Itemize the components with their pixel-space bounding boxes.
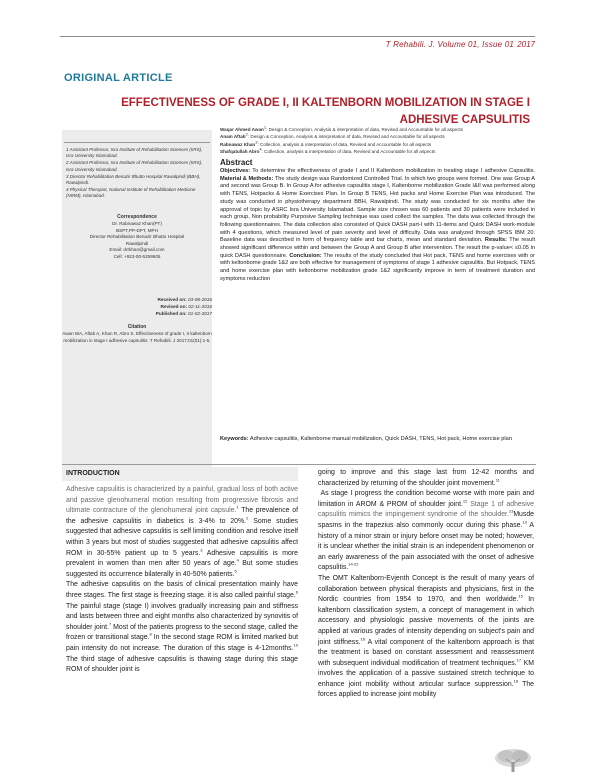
author-sup: 1	[263, 124, 267, 130]
date-block	[62, 296, 212, 317]
title-line-2: ADHESIVE CAPSULITIS	[399, 114, 530, 126]
article-title	[120, 95, 530, 129]
abstract-label: Objectives:	[220, 168, 251, 174]
author-role: : Design & Conception, Analysis & interpretation of data, Revised and Accountable for all aspects	[247, 134, 445, 140]
journal-header: T Rehabili. J. Volume 01, Issue 01	[385, 40, 514, 49]
intro-column-right	[318, 468, 534, 701]
author-role: : Collection, analysis & interpretation of data, Revised and Accountable for all aspects	[261, 149, 436, 155]
abstract-title: Abstract	[220, 158, 253, 167]
correspondence-block	[62, 221, 212, 261]
citation-text: Awan WA, Aftab A, Khan R, Abro S. Effectiveness of grade I, II kaltenborn mobilization in stage I adhesive capsulitis. T Rehabili. J 2017;01(01):1-5.	[62, 331, 212, 343]
date-row	[62, 296, 212, 303]
title-line-1: EFFECTIVENESS OF GRADE I, II KALTENBORN MOBILIZATION IN STAGE I	[121, 97, 530, 109]
correspondence-line: Dr. Rabnawaz Khan(PT)	[112, 221, 162, 226]
date-label: Revised on:	[160, 304, 188, 309]
affiliation-item: 2 Assistant Professor, Isra Institute of Rehabilitation Sciences (IIRS), Isra University Islamabad.	[66, 160, 203, 172]
intro-paragraph: The OMT Kaltenborn-Evjenth Concept is the result of many years of collaboration between physical therapists and physicians, first in the Nordic countries from 1954 to 1970, and then worldwide.$^{15}$ In kaltenborn classification system, a concept of management in which accessory and physiologic passive movements of the joints are applied at various grades of intensity depending on subject's pain and joint stiffness.$^{16}$ A vital component of the kaltenborn approach is that the treatment is based on constant assessment and reassessment with subsequent individual modification of treatment techniques.$^{17}$ KM involves the application of a passive sustained stretch technique to enhance joint mobility without articular surface suppression.$^{18}$ The forces applied to increase joint mobility	[318, 574, 534, 699]
abstract-body	[220, 168, 535, 284]
date-value: 03-08-2016	[188, 297, 212, 302]
author-role: : Collection, analysis & interpretation of data, Revised and Accountable for all aspects	[257, 141, 432, 147]
date-row	[62, 310, 212, 317]
keywords-text: Adhesive capsulitis, Kaltenborne manual mobilization, Quick DASH, TENS, Hot pack, Home exercise plan	[248, 436, 512, 442]
tree-logo-icon	[492, 748, 534, 774]
abstract-text: The results of the study concluded that Hot pack, TENS and home exercises with or with keltonborne grade 1&2 are both effective for management of symptoms of stage 1 adhesive capsulitis. But Hotpack, TENS and home exercise plan with keltonborne mobilization grade 1&2 significantly improve in term of treatment duration and symptoms reduction	[220, 252, 535, 282]
section-divider	[62, 464, 536, 465]
sidebar-rule	[64, 142, 210, 143]
author-sup: 3	[255, 139, 258, 145]
keywords-label: Keywords:	[220, 436, 249, 442]
author-sup: 2	[245, 131, 248, 137]
abstract-label: Results:	[482, 237, 507, 244]
author-name: Waqar Ahmed Awan	[220, 127, 264, 132]
author-list	[220, 126, 535, 156]
author-role: : Design & Conception, Analysis & interpretation of data, Revised and Accountable for all aspects	[266, 127, 463, 132]
affiliation-item: 4 Physical Therapist, National Institute of Rehabilitation Medicine (NIRM), Islamabad.	[66, 186, 196, 199]
abstract-label: Material & Methods:	[220, 175, 274, 182]
article-type: ORIGINAL ARTICLE	[64, 72, 173, 84]
affiliation-list	[66, 147, 208, 200]
author-entry	[220, 148, 535, 155]
correspondence-title: Correspondence	[117, 214, 157, 220]
correspondence-line: Rawalpindi	[125, 240, 149, 246]
intro-paragraph: going to improve and this stage last from 12-42 months and characterized by returning of the shoulder joint movement.$^{11}$	[318, 469, 534, 487]
author-name: Anam Aftab	[220, 134, 246, 140]
author-name: Rabnawaz Khan	[220, 141, 256, 147]
citation-title: Citation	[127, 324, 147, 330]
journal-year: 2017	[517, 40, 535, 49]
correspondence-line: BSPT,PP-DPT, MPH	[116, 227, 158, 233]
affiliation-item: 3 Director Rehabilitation Benazir Bhutto Hospital Rawalpindi (BBH), Rawalpindi.	[66, 173, 201, 186]
correspondence-line: Director Rehabilitation Benazir Bhutto Hospital	[89, 234, 185, 240]
correspondence-email[interactable]: Email: drrkhan@gmail.com	[109, 247, 165, 253]
date-label: Published on:	[155, 311, 187, 316]
author-entry	[220, 133, 535, 140]
affiliation-item: 1 Assistant Professor, Isra Institute of Rehabilitation Sciences (IIRS), Isra University Islamabad.	[66, 147, 203, 159]
date-value: 01-02-2017	[188, 311, 212, 316]
header-rule	[60, 36, 535, 37]
author-name: Shafqatullah Abro	[220, 149, 260, 155]
abstract-text: To determine the effectiveness of grade I and II Kaltenborn mobilization in treating stage I adhesive Capsulitis.	[250, 168, 535, 174]
intro-paragraph: As stage I progress the condition become worse with more pain and limitation in AROM & PROM of shoulder joint.$^{12}$ Stage 1 of adhesive capsulitis mimics the impingement syndrome of the shoulder.$^{13}$Musde spasms in the trapezius also commonly occur during this phase.$^{13}$ A history of a minor strain or injury before onset may be noted; however, it is unclear whether the initial strain is an independent phenomenon or an early awareness of the pain associated with the onset of adhesive capsulitis.$^{14-22}$	[318, 490, 534, 572]
author-sup: 4	[259, 146, 262, 152]
keywords	[220, 436, 535, 444]
abstract-label: Conclusion:	[287, 252, 322, 259]
abstract-text: The study design was Randomized Controlled Trial. In which two groups were formed. One was Group A and second was Group B. In Group A for adhesive capsulitis stage I, Kaltenborne mobilization Grade I&II was performed along with TENS, Hotpacks & Home Exercises Plan. In Group B TENS, Hot packs and Home Exercise Plan was introduced. The study was conducted in physiotherapy department BBH, Rawalpindi. The study was conducted for six months after the approval of topic by ASRC Isra University Islamabad. Sample size chosen was 60 patients and 30 patients were included in each group, Non probability Purposive Sampling technique was used collect the samples. The data was collected through the following questionnaires. The data collection also consisted of Quick DASH part-I with 11-items and Quick DASH work-module with 4 questions, which measured level of pain severity and level of difficulty. Data was analyzed through SPSS IBM 20. Baseline data was described in form of frequency table and bar charts, mean and standard deviation.	[220, 175, 535, 244]
abstract-text: The result showed significant difference within and between the Group A and Group B after intervention. The result the p-value< ≤0.05 in quick DASH questionnaire.	[220, 237, 535, 259]
intro-heading: INTRODUCTION	[66, 470, 120, 477]
author-entry	[220, 141, 535, 148]
date-label: Received on:	[157, 297, 187, 302]
author-entry	[220, 126, 535, 133]
intro-paragraph: Adhesive capsulitis is characterized by a painful, gradual loss of both active and passive glenohumeral motion resulting from progressive fibrosis and ultimate contracture of the glenohumeral joint capsule.$^1$ The prevalence of the adhesive capsulitis in diabetics is 3-4% to 20%.$^2$ Some studies suggested that adhesive capsulitis is self limiting condition and resolve itself within 3 years but most of studies suggested that adhesive capsulitis affect ROM in 30-55% patient up to 5 years.$^3$ Adhesive capsulitis is more prevalent in women than men after 50 years of age.$^4$ But some studies suggested its occurrence bilaterally in 40-50% patients.$^5$	[66, 486, 299, 578]
date-row	[62, 303, 212, 310]
correspondence-line: Cell: +923-00-5259505	[113, 253, 161, 259]
intro-column-left	[66, 485, 298, 676]
date-value: 02-11-2016	[188, 304, 212, 309]
intro-paragraph: The adhesive capsulitis on the basis of clinical presentation mainly have three stages. The first stage is freezing stage. it is also called painful stage.$^6$ The painful stage (stage I) involves gradually increasing pain and stiffness and lasts between three and eight months also characterized by synovitis of shoulder joint.$^7$ Most of the patients progress to the second stage, called the frozen or transitional stage.$^8$ In the second stage ROM is limited marked but pain intensity do not increase. The duration of this stage is 4-12months.$^{10}$ The third stage of adhesive capsulitis is thawing stage during this stage ROM of shoulder joint is	[66, 581, 298, 674]
